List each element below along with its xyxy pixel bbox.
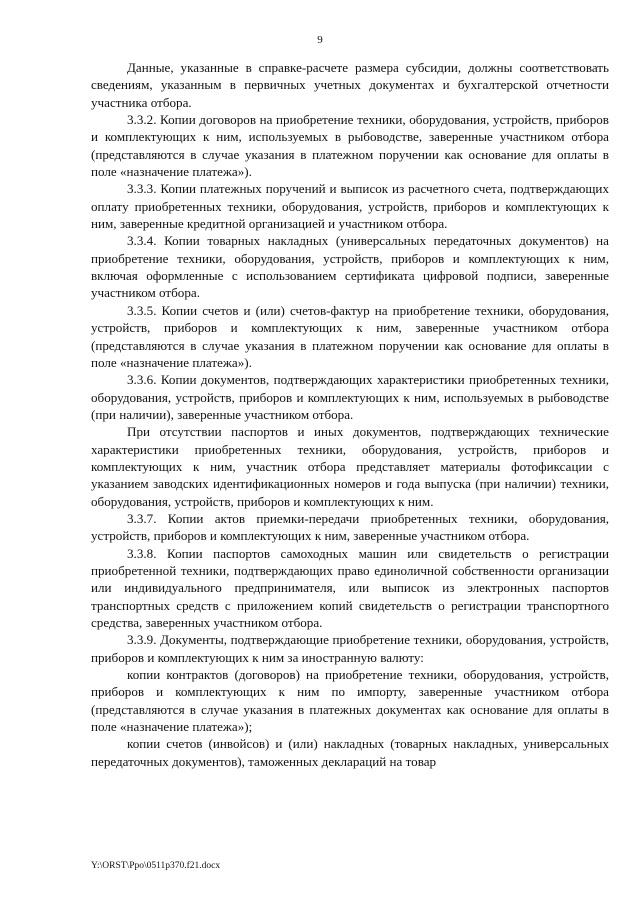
paragraph-3-3-4: 3.3.4. Копии товарных накладных (универсальных передаточных документов) на приобретение техники, оборудования, устройств, приборов и комплектующих к ним, включая оформленные с использованием сертификата цифровой подписи, заверенные участником отбора. xyxy=(91,233,609,301)
paragraph-3-3-6: 3.3.6. Копии документов, подтверждающих характеристики приобретенных техники, оборудования, устройств, приборов и комплектующих к ним, используемых в рыбоводстве (при наличии), заверенные участником отбора. xyxy=(91,372,609,422)
paragraph-invoices: копии счетов (инвойсов) и (или) накладных (товарных накладных, универсальных передаточных документов), таможенных деклараций на товар xyxy=(91,736,609,769)
paragraph-3-3-2: 3.3.2. Копии договоров на приобретение техники, оборудования, устройств, приборов и комплектующих к ним, используемых в рыбоводстве, заверенные участником отбора (представляются в случае указания в платежном поручении как основание для оплаты в поле «назначение платежа»). xyxy=(91,112,609,180)
paragraph-3-3-3: 3.3.3. Копии платежных поручений и выписок из расчетного счета, подтверждающих оплату приобретенных техники, оборудования, устройств, приборов и комплектующих к ним, заверенные кредитной организацией и участником отбора. xyxy=(91,181,609,232)
paragraph-3-3-9: 3.3.9. Документы, подтверждающие приобретение техники, оборудования, устройств, приборов и комплектующих к ним за иностранную валюту: xyxy=(91,632,609,665)
paragraph-3-3-7: 3.3.7. Копии актов приемки-передачи приобретенных техники, оборудования, устройств, приборов и комплектующих к ним, заверенные участником отбора. xyxy=(91,510,609,544)
paragraph-no-passports: При отсутствии паспортов и иных документов, подтверждающих технические характеристики приобретенных техники, оборудования, устройств, приборов и комплектующих к ним, участник отбора представляет материалы фотофиксации с указанием заводских идентификационных номеров и года выпуска (при наличии) техники, оборудования, устройств, приборов и комплектующих к ним. xyxy=(91,424,609,509)
paragraph-contracts: копии контрактов (договоров) на приобретение техники, оборудования, устройств, приборов и комплектующих к ним по импорту, заверенные участником отбора (представляются в случае указания в платежных документах как основание для оплаты в поле «назначение платежа»); xyxy=(91,667,609,735)
footer-file-path: Y:\ORST\Ppo\0511p370.f21.docx xyxy=(91,861,221,871)
page-number: 9 xyxy=(317,34,323,46)
paragraph-3-3-5: 3.3.5. Копии счетов и (или) счетов-фактур на приобретение техники, оборудования, устройств, приборов и комплектующих к ним, заверенные участником отбора (представляются в случае указания в платежном поручении как основание для оплаты в поле «назначение платежа»). xyxy=(91,302,609,370)
paragraph-3-3-8: 3.3.8. Копии паспортов самоходных машин или свидетельств о регистрации приобретенной техники, подтверждающих право единоличной собственности организации или индивидуального предпринимателя, или выписок из электронных паспортов транспортных средств с приложением копий свидетельств о регистрации транспортного средства, заверенных участником отбора. xyxy=(91,545,609,630)
document-body xyxy=(91,59,609,770)
paragraph-subsidy-data: Данные, указанные в справке-расчете размера субсидии, должны соответствовать сведениям, указанным в первичных учетных документах и бухгалтерской отчетности участника отбора. xyxy=(91,60,609,110)
